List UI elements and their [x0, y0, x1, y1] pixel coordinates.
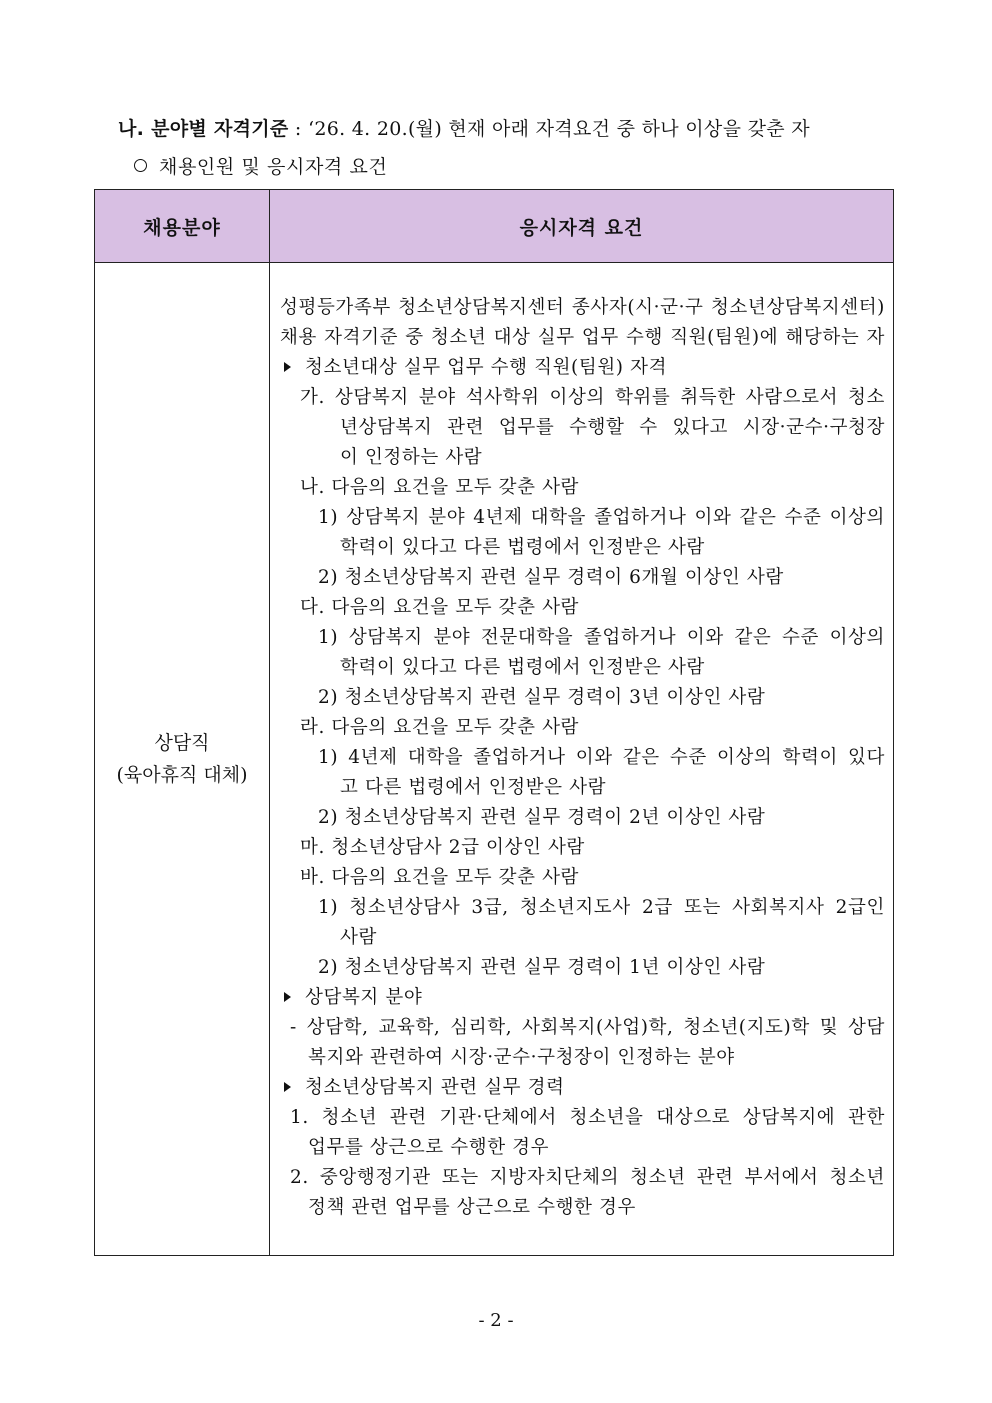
field-name: 상담직 [154, 732, 210, 754]
triangle-bullet-icon [284, 992, 291, 1002]
req-line: 2) 청소년상담복지 관련 실무 경력이 3년 이상인 사람 [318, 687, 766, 708]
circle-bullet-icon [134, 159, 147, 172]
req-line: 1) 청소년상담사 3급, 청소년지도사 2급 또는 사회복지사 2급인 [318, 897, 885, 918]
req-line-text: 청소년대상 실무 업무 수행 직원(팀원) 자격 [305, 357, 668, 378]
req-bullet-line [280, 353, 885, 383]
table-row [95, 263, 894, 1256]
req-line: 이 인정하는 사람 [340, 447, 483, 468]
req-line: 라. 다음의 요건을 모두 갖춘 사람 [300, 717, 580, 738]
field-note: (육아휴직 대체) [116, 764, 248, 786]
req-line: 바. 다음의 요건을 모두 갖춘 사람 [300, 867, 580, 888]
req-line: 1) 상담복지 분야 4년제 대학을 졸업하거나 이와 같은 수준 이상의 [318, 507, 885, 528]
field-cell [95, 263, 270, 1256]
subheading-text: 채용인원 및 응시자격 요건 [159, 156, 388, 178]
req-line: 학력이 있다고 다른 법령에서 인정받은 사람 [340, 537, 705, 558]
section-heading-text: : ‘26. 4. 20.(월) 현재 아래 자격요건 중 하나 이상을 갖춘 자 [288, 118, 810, 140]
req-line: 년상담복지 관련 업무를 수행할 수 있다고 시장·군수·구청장 [340, 417, 885, 438]
req-line: 성평등가족부 청소년상담복지센터 종사자(시·군·구 청소년상담복지센터) [280, 297, 885, 318]
req-line: 1) 4년제 대학을 졸업하거나 이와 같은 수준 이상의 학력이 있다 [318, 747, 885, 768]
table-header-row [95, 190, 894, 263]
req-line: 1) 상담복지 분야 전문대학을 졸업하거나 이와 같은 수준 이상의 [318, 627, 885, 648]
req-line: 사람 [340, 927, 377, 948]
req-line: 고 다른 법령에서 인정받은 사람 [340, 777, 607, 798]
req-line: 채용 자격기준 중 청소년 대상 실무 업무 수행 직원(팀원)에 해당하는 자 [280, 327, 885, 348]
req-line: 정책 관련 업무를 상근으로 수행한 경우 [308, 1197, 636, 1218]
page-number: - 2 - [478, 1310, 514, 1331]
req-line: - 상담학, 교육학, 심리학, 사회복지(사업)학, 청소년(지도)학 및 상담 [290, 1017, 885, 1038]
req-line: 나. 다음의 요건을 모두 갖춘 사람 [300, 477, 580, 498]
req-line: 2) 청소년상담복지 관련 실무 경력이 1년 이상인 사람 [318, 957, 766, 978]
req-bullet-line [280, 983, 885, 1013]
req-line: 다. 다음의 요건을 모두 갖춘 사람 [300, 597, 580, 618]
req-line: 마. 청소년상담사 2급 이상인 사람 [300, 837, 585, 858]
req-bullet-line [280, 1073, 885, 1103]
header-field: 채용분야 [95, 190, 270, 263]
req-line-text: 청소년상담복지 관련 실무 경력 [305, 1077, 565, 1098]
req-line: 1. 청소년 관련 기관·단체에서 청소년을 대상으로 상담복지에 관한 [290, 1107, 885, 1128]
triangle-bullet-icon [284, 1082, 291, 1092]
requirements-table [94, 189, 894, 1256]
req-line-text: 상담복지 분야 [305, 987, 423, 1008]
req-line: 업무를 상근으로 수행한 경우 [308, 1137, 550, 1158]
section-heading-label: 나. 분야별 자격기준 [118, 118, 289, 140]
req-line: 2) 청소년상담복지 관련 실무 경력이 6개월 이상인 사람 [318, 567, 784, 588]
req-line: 학력이 있다고 다른 법령에서 인정받은 사람 [340, 657, 705, 678]
req-line: 2. 중앙행정기관 또는 지방자치단체의 청소년 관련 부서에서 청소년 [290, 1167, 885, 1188]
header-requirements: 응시자격 요건 [270, 190, 894, 263]
req-line: 복지와 관련하여 시장·군수·구청장이 인정하는 분야 [308, 1047, 735, 1068]
triangle-bullet-icon [284, 362, 291, 372]
req-line: 2) 청소년상담복지 관련 실무 경력이 2년 이상인 사람 [318, 807, 766, 828]
requirements-cell [270, 263, 894, 1256]
section-heading [118, 114, 810, 141]
req-line: 가. 상담복지 분야 석사학위 이상의 학위를 취득한 사람으로서 청소 [300, 387, 885, 408]
subheading [134, 152, 387, 179]
